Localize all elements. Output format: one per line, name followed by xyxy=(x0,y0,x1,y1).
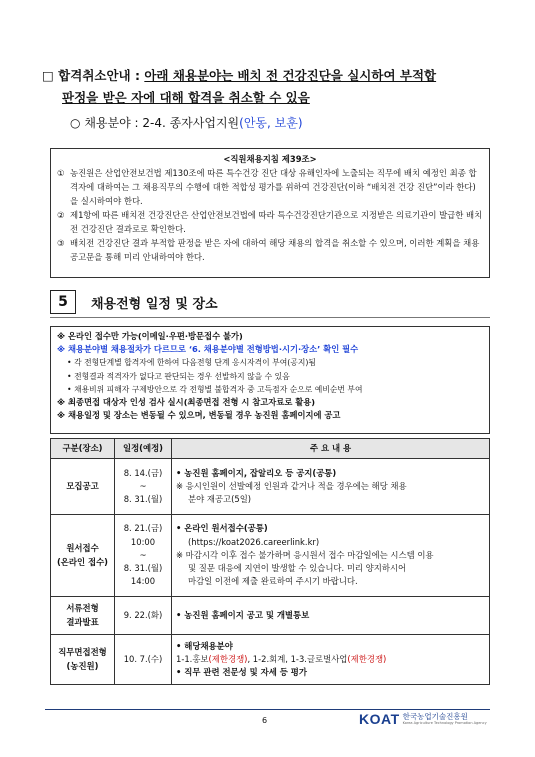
logo-english-name: Korea Agriculture Technology Promotion Agency xyxy=(402,721,487,725)
note-procedure-check: ※ 채용분야별 채용절차가 다르므로 ‘6. 채용분야별 전형방법·시기·장소’ 확인 필수 xyxy=(57,344,359,355)
content-line: 분야 재공고(5일) xyxy=(188,494,252,505)
category-line: (농진원) xyxy=(66,660,99,671)
cancel-field-location: (안동, 보훈) xyxy=(239,116,303,130)
date-line: ~ xyxy=(139,480,147,491)
row-date xyxy=(115,459,172,515)
section5-heading xyxy=(50,290,218,314)
header-content: 주 요 내 용 xyxy=(172,439,490,459)
law-item-number: ③ xyxy=(57,238,65,248)
law-item-text: 배치전 건강진단 결과 부적합 판정을 받은 자에 대하여 해당 채용의 합격을 취소할 수 있으며, 이러한 계획을 채용공고문을 통해 미리 안내하여야 한다. xyxy=(70,238,480,262)
content-line: • 직무 관련 전문성 및 자세 등 평가 xyxy=(176,667,307,678)
content-line: • 농진원 홈페이지, 잡알리오 등 공지(공통) xyxy=(176,467,337,478)
date-line: 10. 7.(수) xyxy=(123,653,163,664)
law-item-text: 제1항에 따른 배치전 건강진단은 산업안전보건법에 따라 특수건강진단기관으로 지정받은 의료기관이 발급한 배치전 건강진단 결과로로 확인한다. xyxy=(70,210,483,234)
date-line: 8. 31.(월) xyxy=(123,563,163,574)
note-bullet: • 전형결과 적격자가 없다고 판단되는 경우 선발하지 않을 수 있음 xyxy=(67,371,290,381)
content-line xyxy=(176,653,485,666)
row-content xyxy=(172,515,490,597)
content-line: ※ 응시인원이 선발예정 인원과 같거나 적을 경우에는 해당 채용 xyxy=(176,480,407,491)
row-date xyxy=(115,597,172,635)
row-category xyxy=(51,515,115,597)
law-item-2 xyxy=(57,208,483,236)
law-reference-box xyxy=(50,148,490,278)
category-line: 원서접수 xyxy=(66,543,99,554)
note-personality-test: ※ 최종면접 대상자 인성 검사 실시(최종면접 전형 시 참고자료로 활용) xyxy=(57,397,316,408)
law-box-title: <직원채용지침 제39조> xyxy=(223,154,317,164)
law-item-text: 농진원은 산업안전보건법 제130조에 따른 특수건강 진단 대상 유해인자에 노출되는 직무에 배치 예정인 최종 합격자에 대하여는 그 채용직무의 수행에 대한 적합성 평가를 위하여 건강진단(이하 “배치전 건강 진단”이라 한다)을 실시하여야 한다. xyxy=(70,168,477,206)
table-row xyxy=(51,459,490,515)
cancel-notice-section xyxy=(42,65,492,135)
header-date: 일정(예정) xyxy=(115,439,172,459)
content-line: • 농진원 홈페이지 공고 및 개별통보 xyxy=(176,609,310,620)
row-content xyxy=(172,597,490,635)
restricted-tag: (제한경쟁) xyxy=(347,653,387,664)
law-item-number: ② xyxy=(57,210,65,220)
section-divider xyxy=(50,317,490,318)
row-date xyxy=(115,515,172,597)
note-bullet: • 각 전형단계별 합격자에 한하여 다음전형 단계 응시자격이 부여(공지)됨 xyxy=(67,358,316,368)
section-title: 채용전형 일정 및 장소 xyxy=(91,296,218,312)
header-category: 구분(장소) xyxy=(51,439,115,459)
content-line: • 온라인 원서접수(공통) xyxy=(176,523,268,534)
law-item-number: ① xyxy=(57,168,65,178)
cancel-notice-line1 xyxy=(42,65,492,87)
field-text: , 1-2.회계, 1-3.글로벌사업 xyxy=(247,653,348,664)
cancel-notice-label: 합격취소안내 xyxy=(58,68,131,83)
row-category xyxy=(51,597,115,635)
content-line: 마감일 이전에 제출 완료하여 주시기 바랍니다. xyxy=(188,576,358,587)
square-marker: □ xyxy=(42,68,54,83)
cancel-field-text: 채용분야 : 2-4. 종자사업지원 xyxy=(84,116,240,130)
cancel-notice-text: 아래 채용분야는 배치 전 건강진단을 실시하여 부적합 xyxy=(144,68,437,83)
note-bullet: • 채용비위 피해자 구제방안으로 각 전형별 불합격자 중 고득점자 순으로 예비순번 부여 xyxy=(67,384,363,394)
notes-box xyxy=(50,326,490,434)
category-line: 직무면접전형 xyxy=(58,647,107,658)
page-number: 6 xyxy=(262,716,268,725)
circle-marker: ○ xyxy=(70,116,81,130)
row-content xyxy=(172,459,490,515)
date-line: 9. 22.(화) xyxy=(123,609,163,620)
table-header-row xyxy=(51,439,490,459)
content-line: ※ 마감시각 이후 접수 불가하며 응시원서 접수 마감일에는 시스템 이용 xyxy=(176,549,434,560)
field-text: 1-1.홍보 xyxy=(176,653,209,664)
restricted-tag: (제한경쟁) xyxy=(208,653,248,664)
date-line: ~ xyxy=(139,549,147,560)
koat-logo xyxy=(359,711,487,727)
footer-divider xyxy=(45,709,490,710)
table-row xyxy=(51,597,490,635)
content-line: 및 질문 대응에 지연이 발생할 수 있습니다. 미리 양지하시어 xyxy=(188,563,407,574)
category-line: 서류전형 xyxy=(66,603,99,614)
law-item-3 xyxy=(57,236,483,264)
logo-text-block xyxy=(400,712,487,726)
date-line: 8. 21.(금) xyxy=(123,523,163,534)
registration-url: (https://koat2026.careerlink.kr) xyxy=(188,536,320,547)
cancel-notice-separator: : xyxy=(130,68,145,83)
cancel-notice-line2: 판정을 받은 자에 대해 합격을 취소할 수 있음 xyxy=(62,90,310,105)
section-number-box: 5 xyxy=(50,290,76,314)
note-schedule-change: ※ 채용일정 및 장소는 변동될 수 있으며, 변동될 경우 농진원 홈페이지에 공고 xyxy=(57,410,341,421)
date-line: 8. 31.(월) xyxy=(123,494,163,505)
logo-mark: KOAT xyxy=(359,711,400,727)
schedule-table xyxy=(50,438,490,685)
date-line: 10:00 xyxy=(130,536,156,547)
date-line: 14:00 xyxy=(130,576,156,587)
cancel-field-line xyxy=(42,111,492,135)
note-online-only: ※ 온라인 접수만 가능(이메일·우편·방문접수 불가) xyxy=(57,331,243,341)
logo-korean-name: 한국농업기술진흥원 xyxy=(402,712,468,721)
law-item-1 xyxy=(57,166,483,208)
category-line: 결과발표 xyxy=(66,616,99,627)
category-line: 모집공고 xyxy=(66,480,99,491)
table-row xyxy=(51,515,490,597)
row-date xyxy=(115,635,172,685)
content-line: • 해당채용분야 xyxy=(176,640,233,651)
row-content xyxy=(172,635,490,685)
row-category xyxy=(51,459,115,515)
row-category xyxy=(51,635,115,685)
date-line: 8. 14.(금) xyxy=(123,467,163,478)
table-row xyxy=(51,635,490,685)
category-line: (온라인 접수) xyxy=(56,556,109,567)
